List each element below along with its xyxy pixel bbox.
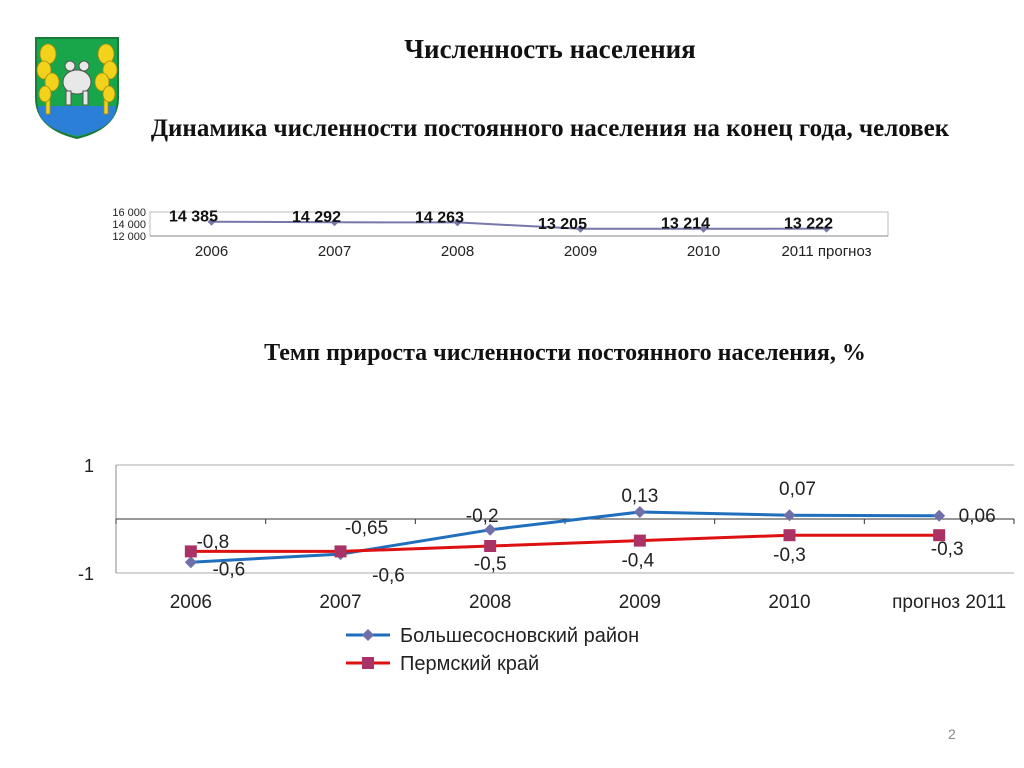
plot-frame: [150, 212, 888, 236]
x-tick-label: 2006: [169, 592, 212, 613]
growth-rate-chart: [60, 445, 1024, 685]
perm-data-label: -0,6: [212, 559, 246, 581]
x-tick-label: 2010: [686, 243, 721, 260]
perm-data-label: -0,3: [773, 545, 806, 567]
district-line: [191, 512, 939, 562]
population-data-label: 13 222: [784, 215, 833, 233]
perm-data-label: -0,4: [621, 550, 655, 572]
district-point: [634, 506, 646, 518]
x-tick-label: 2007: [319, 592, 362, 613]
population-data-label: 14 292: [292, 209, 341, 227]
x-tick-label: прогноз 2011: [892, 592, 1007, 613]
x-tick-label: 2008: [469, 592, 512, 613]
legend-label: Пермский край: [400, 653, 540, 675]
district-point: [933, 510, 945, 522]
x-tick-label: 2009: [618, 592, 661, 613]
perm-point: [335, 545, 347, 557]
population-data-label: 13 214: [661, 215, 710, 233]
page-title: Численность населения: [404, 34, 696, 64]
coat-of-arms-icon: [34, 36, 120, 140]
x-tick-label: 2009: [563, 243, 598, 260]
perm-data-label: -0,3: [930, 539, 964, 561]
y-tick-label: 1: [83, 456, 94, 476]
population-chart: [90, 200, 900, 270]
district-data-label: 0,07: [779, 479, 816, 501]
perm-point: [634, 535, 646, 547]
perm-point: [185, 545, 197, 557]
legend-marker: [362, 629, 374, 641]
y-tick-label: 16 000: [112, 207, 146, 219]
legend-marker: [362, 657, 374, 669]
x-tick-label: 2011 прогноз: [781, 243, 872, 260]
district-data-label: -0,8: [196, 532, 230, 554]
district-data-label: -0,2: [465, 505, 499, 527]
perm-data-label: -0,5: [473, 554, 507, 575]
district-data-label: -0,65: [344, 518, 389, 540]
page-number: 2: [948, 726, 956, 742]
legend-label: Большесосновский район: [400, 625, 640, 647]
y-tick-label: 14 000: [112, 219, 146, 231]
perm-point: [784, 529, 796, 541]
x-tick-label: 2007: [317, 243, 352, 260]
population-data-label: 14 385: [169, 208, 218, 226]
population-chart-title: Динамика численности постоянного населения на конец года, человек: [150, 115, 950, 142]
population-data-label: 14 263: [415, 209, 464, 227]
y-tick-label: 12 000: [112, 231, 146, 243]
district-data-label: 0,06: [958, 505, 996, 527]
population-data-label: 13 205: [538, 215, 587, 233]
perm-line: [191, 535, 939, 551]
perm-data-label: -0,6: [372, 565, 405, 587]
y-tick-label: -1: [77, 564, 94, 584]
district-point: [185, 556, 197, 568]
x-tick-label: 2006: [194, 243, 229, 260]
x-tick-label: 2010: [768, 592, 811, 613]
growth-chart-title: Темп прироста численности постоянного населения, %: [264, 340, 866, 366]
perm-point: [484, 540, 496, 552]
x-tick-label: 2008: [440, 243, 475, 260]
district-data-label: 0,13: [621, 485, 659, 507]
